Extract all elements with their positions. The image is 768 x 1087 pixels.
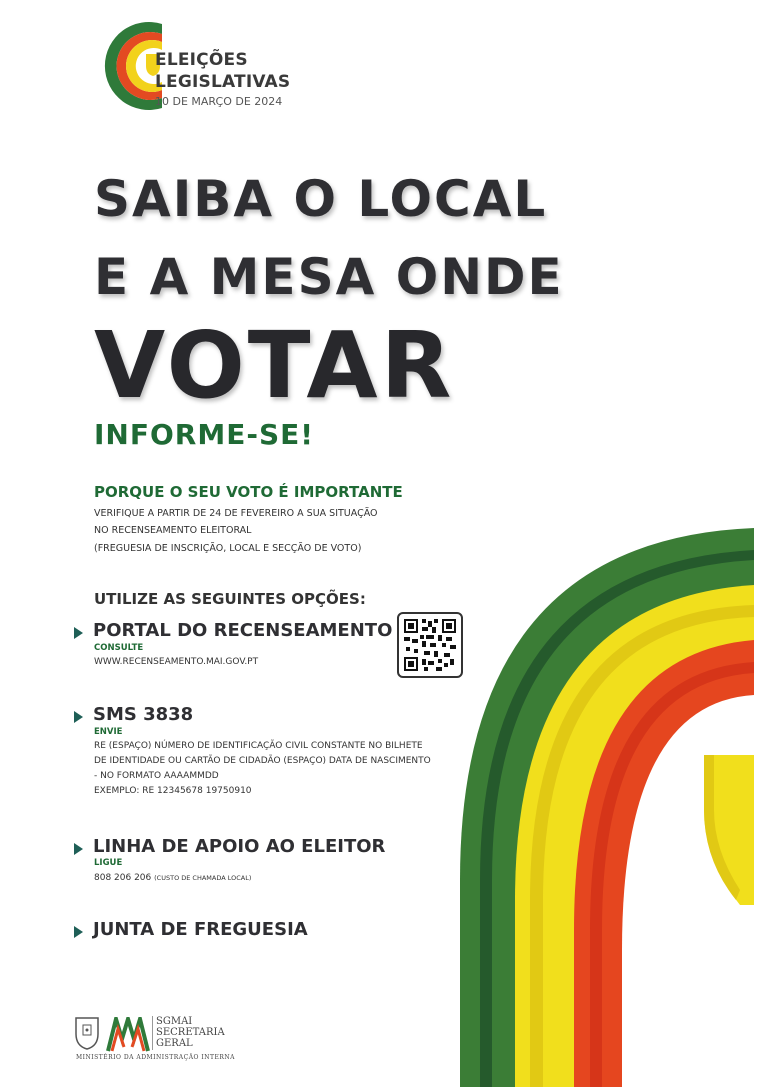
footer-brand-line2: SECRETARIA [156,1027,225,1038]
option-sms-line: RE (ESPAÇO) NÚMERO DE IDENTIFICAÇÃO CIVIL CONSTANTE NO BILHETE [94,741,423,751]
arrow-right-icon [74,843,83,855]
qr-code[interactable] [397,612,463,678]
arrow-right-icon [74,711,83,723]
option-sms-line: DE IDENTIDADE OU CARTÃO DE CIDADÃO (ESPAÇO) DATA DE NASCIMENTO [94,756,431,766]
option-portal-action: CONSULTE [94,643,144,653]
eleicoes-logo-icon [92,18,164,114]
intro-title: PORQUE O SEU VOTO É IMPORTANTE [94,483,403,501]
intro-line: NO RECENSEAMENTO ELEITORAL [94,525,252,536]
footer-brand [156,1016,225,1049]
helpline-phone-note: (CUSTO DE CHAMADA LOCAL) [154,874,252,882]
headline-votar: VOTAR [94,312,455,419]
qr-code-icon [404,619,456,671]
option-sms-title: SMS 3838 [93,704,194,725]
headline-line1: SAIBA O LOCAL [94,170,548,228]
option-helpline-action: LIGUE [94,858,123,868]
option-sms-line: - NO FORMATO AAAAMMDD [94,771,219,781]
headline-line2: E A MESA ONDE [94,248,564,306]
sgmai-logo-icon [106,1017,150,1053]
election-date: 10 DE MARÇO DE 2024 [155,95,283,108]
arrow-right-icon [74,627,83,639]
footer-brand-line1: SGMAI [156,1016,193,1027]
intro-line: VERIFIQUE A PARTIR DE 24 DE FEVEREIRO A SUA SITUAÇÃO [94,508,378,519]
footer-brand-line3: GERAL [156,1038,193,1049]
logo-title-line2: LEGISLATIVAS [155,72,291,92]
option-portal-title: PORTAL DO RECENSEAMENTO [93,620,393,641]
headline-informe-se: INFORME-SE! [94,418,315,451]
options-title: UTILIZE AS SEGUINTES OPÇÕES: [94,590,366,608]
portuguese-crest-icon [74,1016,100,1050]
option-junta-title: JUNTA DE FREGUESIA [93,919,308,940]
arrow-right-icon [74,926,83,938]
option-helpline-phone-row [94,873,251,883]
option-sms-example: EXEMPLO: RE 12345678 19750910 [94,786,252,796]
logo-title-line1: ELEIÇÕES [155,50,248,70]
footer-ministry: MINISTÉRIO DA ADMINISTRAÇÃO INTERNA [76,1054,235,1061]
option-portal-url[interactable]: WWW.RECENSEAMENTO.MAI.GOV.PT [94,657,259,667]
option-helpline-title: LINHA DE APOIO AO ELEITOR [93,836,386,857]
footer-divider [152,1016,153,1050]
intro-line: (FREGUESIA DE INSCRIÇÃO, LOCAL E SECÇÃO DE VOTO) [94,543,362,554]
option-sms-action: ENVIE [94,727,123,737]
helpline-phone[interactable]: 808 206 206 [94,873,152,883]
